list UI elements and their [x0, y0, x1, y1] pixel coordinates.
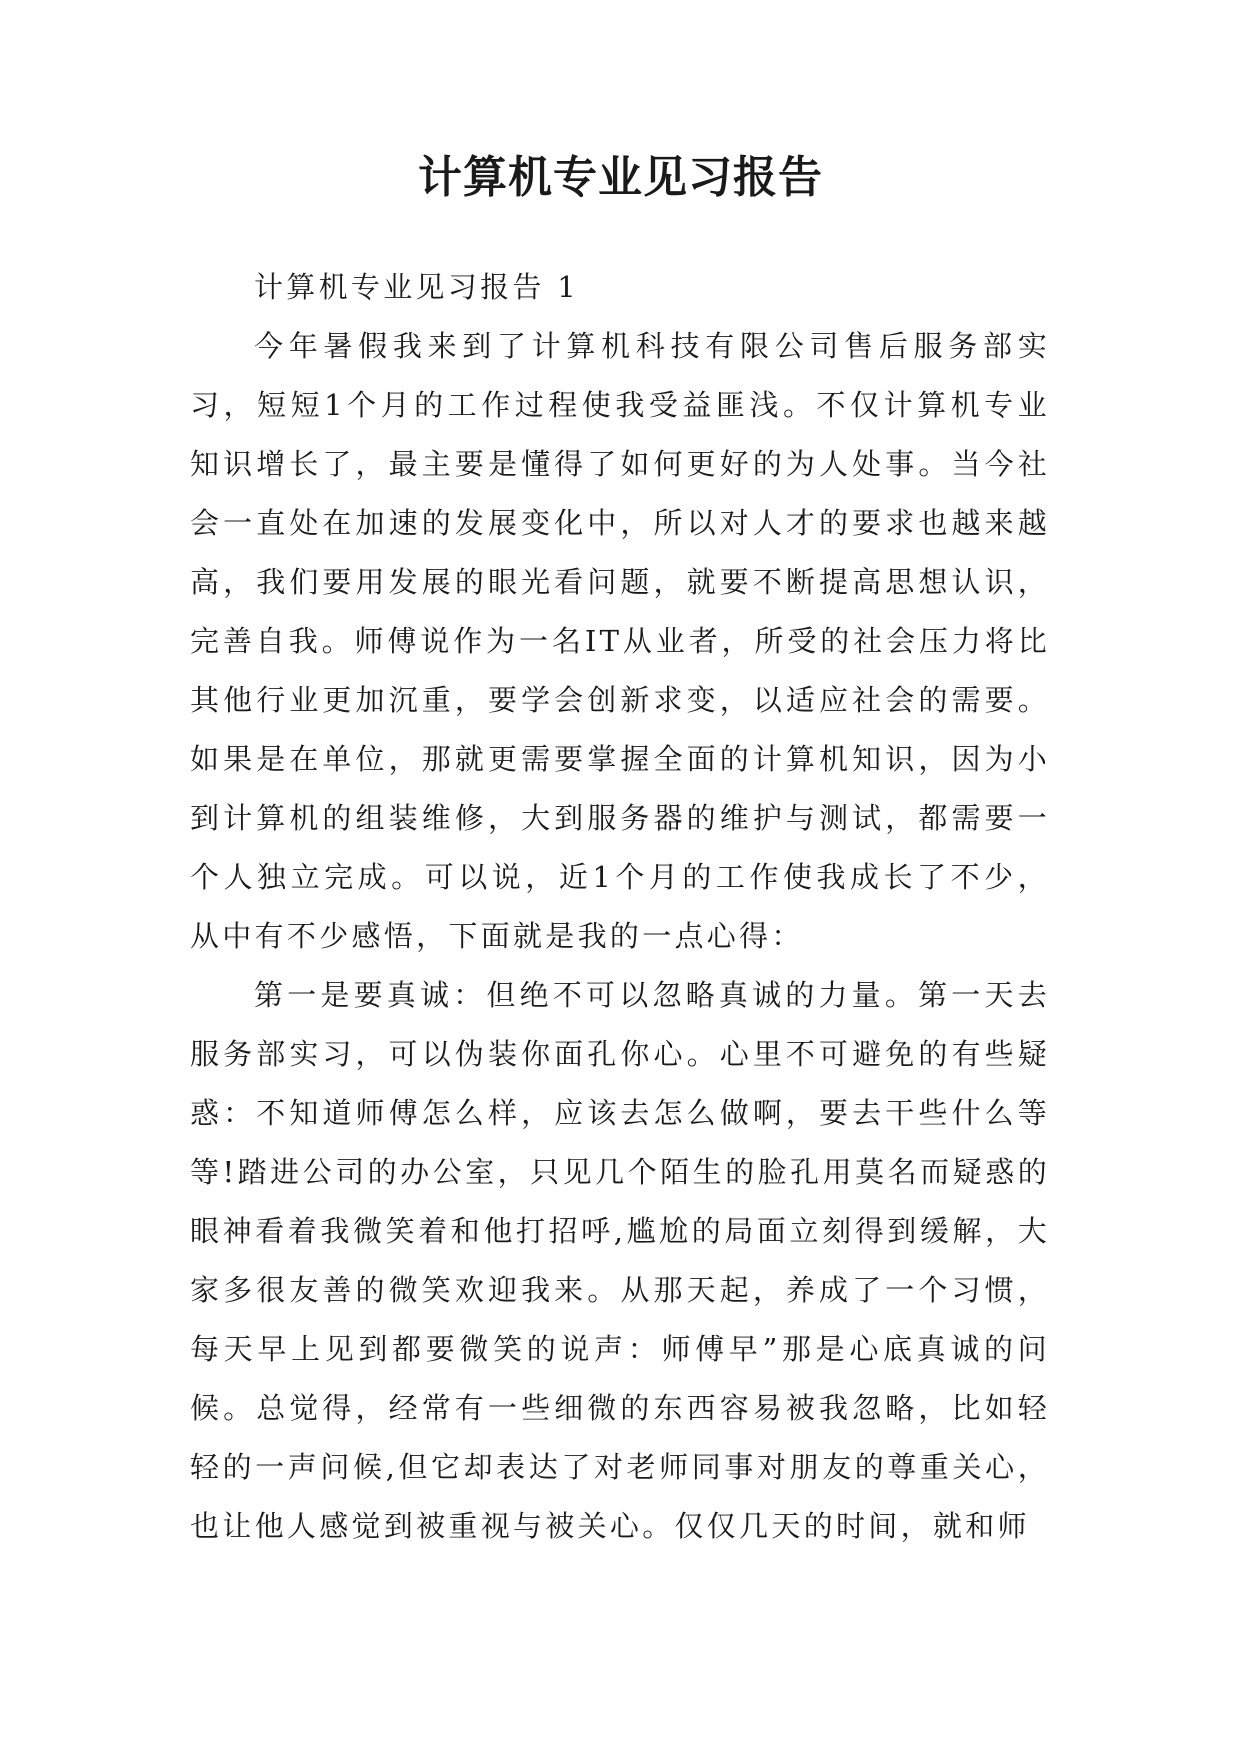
document-body [190, 258, 1050, 1556]
section-heading: 计算机专业见习报告 1 [254, 270, 579, 304]
paragraph-sincerity: 第一是要真诚：但绝不可以忽略真诚的力量。第一天去服务部实习，可以伪装你面孔你心。心里不可避免的有些疑惑：不知道师傅怎么样，应该去怎么做啊，要去干些什么等等!踏进公司的办公室，只见几个陌生的脸孔用莫名而疑惑的眼神看着我微笑着和他打招呼,尴尬的局面立刻得到缓解，大家多很友善的微笑欢迎我来。从那天起，养成了一个习惯，每天早上见到都要微笑的说声：师傅早”那是心底真诚的问候。总觉得，经常有一些细微的东西容易被我忽略，比如轻轻的一声问候,但它却表达了对老师同事对朋友的尊重关心，也让他人感觉到被重视与被关心。仅仅几天的时间，就和师 [190, 978, 1050, 1543]
document-title: 计算机专业见习报告 [418, 152, 823, 203]
paragraph-intro: 今年暑假我来到了计算机科技有限公司售后服务部实习，短短1个月的工作过程使我受益匪浅。不仅计算机专业知识增长了，最主要是懂得了如何更好的为人处事。当今社会一直处在加速的发展变化中，所以对人才的要求也越来越高，我们要用发展的眼光看问题，就要不断提高思想认识，完善自我。师傅说作为一名IT从业者，所受的社会压力将比其他行业更加沉重，要学会创新求变，以适应社会的需要。如果是在单位，那就更需要掌握全面的计算机知识，因为小到计算机的组装维修，大到服务器的维护与测试，都需要一个人独立完成。可以说，近1个月的工作使我成长了不少，从中有不少感悟，下面就是我的一点心得： [190, 329, 1050, 953]
